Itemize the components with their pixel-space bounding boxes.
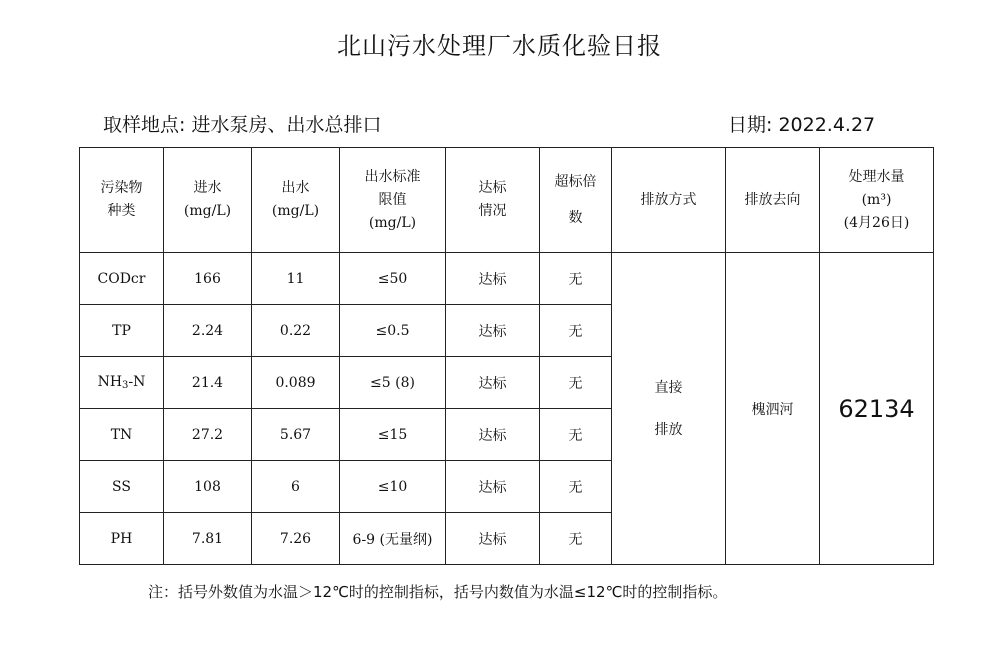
- pollutant-name: $NH_3-N$: [80, 357, 164, 409]
- effluent-value: 5.67: [252, 409, 340, 461]
- pollutant-name: SS: [80, 461, 164, 513]
- influent-value: 21.4: [164, 357, 252, 409]
- exceed-multiple: 无: [540, 253, 612, 305]
- header-standard-limit: 出水标准 限值 (mg/L): [340, 148, 446, 253]
- effluent-value: 11: [252, 253, 340, 305]
- effluent-value: 0.089: [252, 357, 340, 409]
- pollutant-name: PH: [80, 513, 164, 565]
- header-effluent: 出水 (mg/L): [252, 148, 340, 253]
- header-treated-volume: 处理水量 (m³) (4月26日): [820, 148, 934, 253]
- influent-value: 7.81: [164, 513, 252, 565]
- limit-value: ≤15: [340, 409, 446, 461]
- treated-volume-cell: 62134: [820, 253, 934, 565]
- report-title: 北山污水处理厂水质化验日报: [337, 32, 662, 60]
- exceed-multiple: 无: [540, 409, 612, 461]
- influent-value: 166: [164, 253, 252, 305]
- header-compliance: 达标 情况: [446, 148, 540, 253]
- effluent-value: 6: [252, 461, 340, 513]
- pollutant-name: TN: [80, 409, 164, 461]
- effluent-value: 0.22: [252, 305, 340, 357]
- exceed-multiple: 无: [540, 357, 612, 409]
- header-exceed-multiple: 超标倍 数: [540, 148, 612, 253]
- water-quality-table: [79, 147, 934, 565]
- influent-value: 2.24: [164, 305, 252, 357]
- discharge-mode-cell: 直接 排放: [612, 253, 726, 565]
- limit-value: ≤10: [340, 461, 446, 513]
- compliance-status: 达标: [446, 409, 540, 461]
- influent-value: 108: [164, 461, 252, 513]
- footnote: 注：括号外数值为水温＞12℃时的控制指标，括号内数值为水温≤12℃时的控制指标。: [148, 583, 728, 601]
- compliance-status: 达标: [446, 253, 540, 305]
- compliance-status: 达标: [446, 305, 540, 357]
- header-discharge-mode: 排放方式: [612, 148, 726, 253]
- sampling-location: 取样地点: 进水泵房、出水总排口: [103, 114, 382, 136]
- exceed-multiple: 无: [540, 461, 612, 513]
- compliance-status: 达标: [446, 357, 540, 409]
- report-date: 日期: 2022.4.27: [728, 114, 876, 136]
- header-pollutant: 污染物 种类: [80, 148, 164, 253]
- compliance-status: 达标: [446, 513, 540, 565]
- exceed-multiple: 无: [540, 513, 612, 565]
- pollutant-name: CODcr: [80, 253, 164, 305]
- exceed-multiple: 无: [540, 305, 612, 357]
- header-influent: 进水 (mg/L): [164, 148, 252, 253]
- table-row: [80, 253, 934, 305]
- influent-value: 27.2: [164, 409, 252, 461]
- pollutant-name: TP: [80, 305, 164, 357]
- header-row: [80, 148, 934, 253]
- header-discharge-destination: 排放去向: [726, 148, 820, 253]
- limit-value: ≤0.5: [340, 305, 446, 357]
- limit-value: ≤50: [340, 253, 446, 305]
- discharge-destination-cell: 槐泗河: [726, 253, 820, 565]
- limit-value: ≤5 (8): [340, 357, 446, 409]
- compliance-status: 达标: [446, 461, 540, 513]
- limit-value: 6-9 (无量纲): [340, 513, 446, 565]
- effluent-value: 7.26: [252, 513, 340, 565]
